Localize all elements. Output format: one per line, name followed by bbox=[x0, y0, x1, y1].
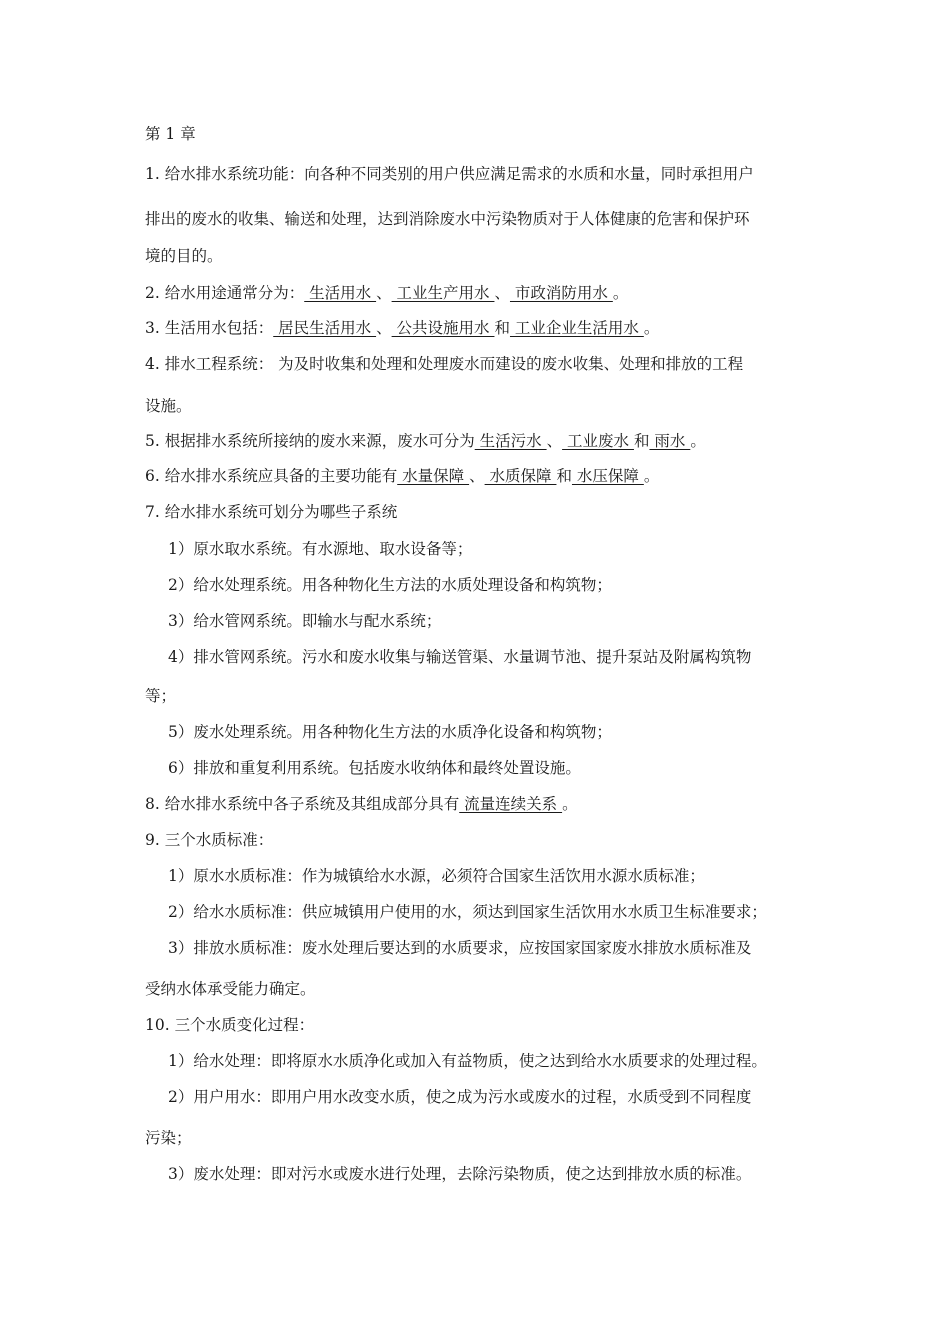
q3-answer-1: 居民生活用水 bbox=[273, 319, 377, 337]
q5-prefix: 5. 根据排水系统所接纳的废水来源，废水可分为 bbox=[145, 432, 475, 450]
q2-end: 。 bbox=[612, 284, 629, 302]
q10-title: 10. 三个水质变化过程： bbox=[145, 1016, 315, 1034]
q7-item-3: 3）给水管网系统。即输水与配水系统； bbox=[168, 612, 442, 630]
chapter-heading: 第 1 章 bbox=[145, 125, 196, 143]
q5-sep-2: 和 bbox=[633, 432, 650, 450]
q9-item-3-line-1: 3）排放水质标准：废水处理后要达到的水质要求，应按国家国家废水排放水质标准及 bbox=[168, 939, 752, 957]
q1-line-3: 境的目的。 bbox=[145, 247, 223, 265]
q8-line bbox=[145, 794, 578, 814]
q6-sep-1: 、 bbox=[469, 467, 485, 485]
q6-sep-2: 和 bbox=[556, 467, 572, 485]
q6-answer-2: 水质保障 bbox=[484, 467, 557, 485]
q9-item-1: 1）原水水质标准：作为城镇给水水源，必须符合国家生活饮用水源水质标准； bbox=[168, 867, 705, 885]
q7-item-5: 5）废水处理系统。用各种物化生方法的水质净化设备和构筑物； bbox=[168, 723, 612, 741]
q10-item-2-line-2: 污染； bbox=[145, 1129, 192, 1147]
q3-answer-3: 工业企业生活用水 bbox=[509, 319, 644, 337]
q6-answer-1: 水量保障 bbox=[397, 467, 470, 485]
q4-line-2: 设施。 bbox=[145, 397, 192, 415]
q5-end: 。 bbox=[690, 432, 706, 450]
q3-prefix: 3. 生活用水包括： bbox=[145, 319, 274, 337]
q4-line-1: 4. 排水工程系统： 为及时收集和处理和处理废水而建设的废水收集、处理和排放的工程 bbox=[145, 355, 744, 373]
q5-answer-2: 工业废水 bbox=[562, 432, 634, 450]
q10-item-2-line-1: 2）用户用水：即用户用水改变水质，使之成为污水或废水的过程，水质受到不同程度 bbox=[168, 1088, 752, 1106]
q5-answer-1: 生活污水 bbox=[474, 432, 547, 450]
q2-sep-2: 、 bbox=[494, 284, 510, 302]
q6-end: 。 bbox=[643, 467, 660, 485]
q3-sep-2: 和 bbox=[494, 319, 510, 337]
q7-title: 7. 给水排水系统可划分为哪些子系统 bbox=[145, 503, 398, 521]
q5-answer-3: 雨水 bbox=[649, 432, 691, 450]
q7-item-4-line-2: 等； bbox=[145, 687, 177, 705]
q1-line-2: 排出的废水的收集、输送和处理，达到消除废水中污染物质对于人体健康的危害和保护环 bbox=[145, 210, 750, 228]
q9-item-3-line-2: 受纳水体承受能力确定。 bbox=[145, 980, 316, 998]
q2-answer-3: 市政消防用水 bbox=[509, 284, 613, 302]
q2-line bbox=[145, 283, 628, 303]
q5-sep-1: 、 bbox=[546, 432, 563, 450]
q10-item-1: 1）给水处理：即将原水水质净化或加入有益物质，使之达到给水水质要求的处理过程。 bbox=[168, 1052, 767, 1070]
q9-title: 9. 三个水质标准： bbox=[145, 831, 274, 849]
q7-item-4-line-1: 4）排水管网系统。污水和废水收集与输送管渠、水量调节池、提升泵站及附属构筑物 bbox=[168, 648, 752, 666]
q7-item-6: 6）排放和重复利用系统。包括废水收纳体和最终处置设施。 bbox=[168, 759, 581, 777]
q7-item-1: 1）原水取水系统。有水源地、取水设备等； bbox=[168, 540, 473, 558]
q10-item-3: 3）废水处理：即对污水或废水进行处理，去除污染物质，使之达到排放水质的标准。 bbox=[168, 1165, 752, 1183]
q2-answer-1: 生活用水 bbox=[304, 284, 377, 302]
q8-end: 。 bbox=[562, 795, 578, 813]
q6-prefix: 6. 给水排水系统应具备的主要功能有 bbox=[145, 467, 398, 485]
q6-line bbox=[145, 466, 659, 486]
q5-line bbox=[145, 431, 706, 451]
q3-end: 。 bbox=[643, 319, 660, 337]
q8-answer-1: 流量连续关系 bbox=[459, 795, 563, 813]
q6-answer-3: 水压保障 bbox=[571, 467, 644, 485]
q3-sep-1: 、 bbox=[376, 319, 392, 337]
q3-line bbox=[145, 318, 659, 338]
q9-item-2: 2）给水水质标准：供应城镇用户使用的水，须达到国家生活饮用水水质卫生标准要求； bbox=[168, 903, 767, 921]
q3-answer-2: 公共设施用水 bbox=[391, 319, 495, 337]
q2-answer-2: 工业生产用水 bbox=[391, 284, 495, 302]
q2-sep-1: 、 bbox=[376, 284, 392, 302]
q7-item-2: 2）给水处理系统。用各种物化生方法的水质处理设备和构筑物； bbox=[168, 576, 612, 594]
q8-prefix: 8. 给水排水系统中各子系统及其组成部分具有 bbox=[145, 795, 460, 813]
q1-line-1: 1. 给水排水系统功能：向各种不同类别的用户供应满足需求的水质和水量，同时承担用户 bbox=[145, 165, 754, 183]
q2-prefix: 2. 给水用途通常分为： bbox=[145, 284, 305, 302]
